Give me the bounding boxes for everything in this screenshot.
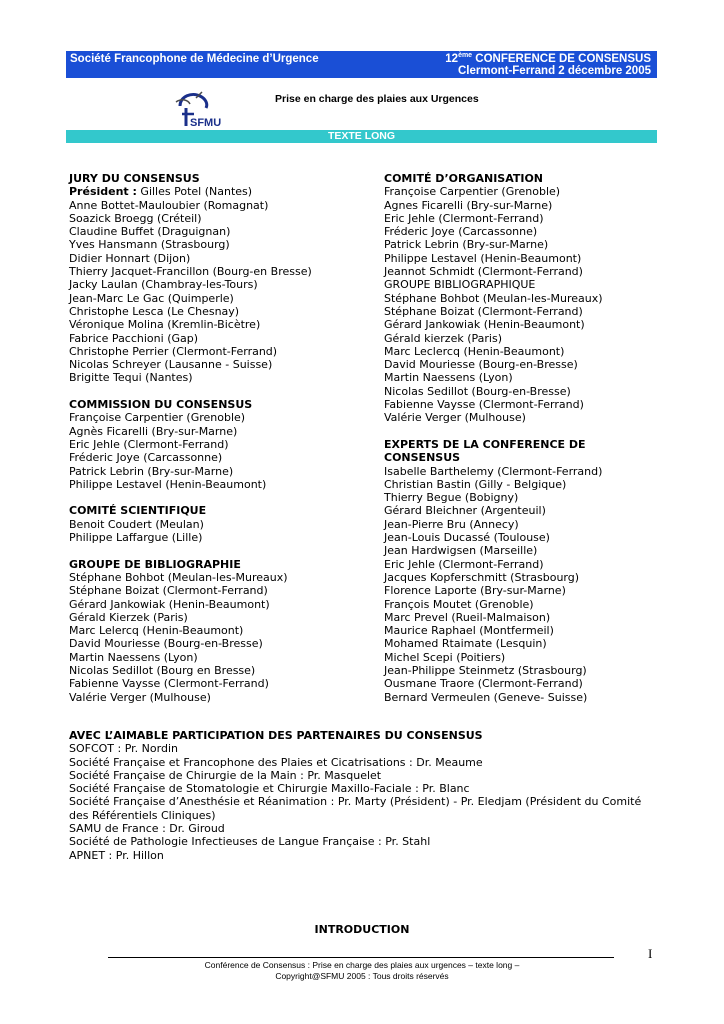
jury-heading: JURY DU CONSENSUS <box>69 172 200 185</box>
biblio-member: Gérald Kierzek (Paris) <box>69 610 188 624</box>
jury-member: Jean-Marc Le Gac (Quimperle) <box>69 291 234 305</box>
commission-member: Agnès Ficarelli (Bry-sur-Marne) <box>69 424 238 438</box>
partner-line: APNET : Pr. Hillon <box>69 848 164 862</box>
partner-line: Société de Pathologie Infectieuses de Langue Française : Pr. Stahl <box>69 835 431 849</box>
jury-member: Fabrice Pacchioni (Gap) <box>69 331 199 345</box>
jury-member: Soazick Broegg (Créteil) <box>69 211 202 225</box>
commission-list <box>69 411 312 491</box>
jury-list <box>69 199 312 385</box>
partners-heading: AVEC L’AIMABLE PARTICIPATION DES PARTENAIRES DU CONSENSUS <box>69 729 483 742</box>
sfmu-logo <box>170 90 222 129</box>
page-number: I <box>648 946 653 961</box>
right-column <box>384 172 603 704</box>
conference-title <box>445 52 651 65</box>
organisation-member: Patrick Lebrin (Bry-sur-Marne) <box>384 238 549 252</box>
expert-member: Michel Scepi (Poitiers) <box>384 650 506 664</box>
expert-member: Jean Hardwigsen (Marseille) <box>384 544 538 558</box>
scientifique-list <box>69 518 312 545</box>
expert-member: Jean-Pierre Bru (Annecy) <box>384 517 519 531</box>
biblio-list <box>69 571 312 704</box>
experts-list <box>384 465 603 704</box>
expert-member: Mohamed Rtaimate (Lesquin) <box>384 637 547 651</box>
jury-member: Thierry Jacquet-Francillon (Bourg-en Bresse) <box>69 265 312 279</box>
biblio-member: Gérard Jankowiak (Henin-Beaumont) <box>69 597 270 611</box>
jury-member: Jacky Laulan (Chambray-les-Tours) <box>69 278 258 292</box>
expert-member: François Moutet (Grenoble) <box>384 597 534 611</box>
jury-member: Christophe Perrier (Clermont-Ferrand) <box>69 344 278 358</box>
expert-member: Christian Bastin (Gilly - Belgique) <box>384 477 567 491</box>
biblio-heading: GROUPE DE BIBLIOGRAPHIE <box>69 557 241 571</box>
conference-number: 12 <box>445 52 459 65</box>
organisation-member: Stéphane Bohbot (Meulan-les-Mureaux) <box>384 291 603 305</box>
header-band <box>66 51 657 78</box>
jury-president <box>69 185 312 198</box>
organisation-member: Nicolas Sedillot (Bourg-en-Bresse) <box>384 384 571 398</box>
society-name: Société Francophone de Médecine d’Urgence <box>70 53 319 65</box>
partners-section <box>69 729 659 862</box>
organisation-member: Fréderic Joye (Carcassonne) <box>384 225 538 239</box>
jury-member: Anne Bottet-Mauloubier (Romagnat) <box>69 198 269 212</box>
organisation-member: Agnes Ficarelli (Bry-sur-Marne) <box>384 198 553 212</box>
expert-member: Gérard Bleichner (Argenteuil) <box>384 504 546 518</box>
organisation-member: Marc Leclercq (Henin-Beaumont) <box>384 344 565 358</box>
partner-line: SOFCOT : Pr. Nordin <box>69 742 178 756</box>
organisation-member: Françoise Carpentier (Grenoble) <box>384 185 561 199</box>
organisation-member: Gérard Jankowiak (Henin-Beaumont) <box>384 318 585 332</box>
president-label: Président : <box>69 185 137 199</box>
scientifique-member: Benoit Coudert (Meulan) <box>69 517 204 531</box>
footer-line-1: Conférence de Consensus : Prise en charge des plaies aux urgences – texte long – <box>204 960 520 970</box>
conference-title-text: CONFERENCE DE CONSENSUS <box>472 52 651 65</box>
expert-member: Maurice Raphael (Montfermeil) <box>384 624 554 638</box>
jury-member: Brigitte Tequi (Nantes) <box>69 371 193 385</box>
section-bar: TEXTE LONG <box>66 130 657 143</box>
biblio-member: Valérie Verger (Mulhouse) <box>69 690 211 704</box>
page-footer <box>0 960 724 982</box>
jury-member: Christophe Lesca (Le Chesnay) <box>69 304 240 318</box>
svg-text:SFMU: SFMU <box>190 117 222 129</box>
biblio-member: Nicolas Sedillot (Bourg en Bresse) <box>69 663 256 677</box>
commission-member: Françoise Carpentier (Grenoble) <box>69 411 246 425</box>
partner-line: des Référentiels Cliniques) <box>69 808 216 822</box>
jury-member: Véronique Molina (Kremlin-Bicètre) <box>69 318 261 332</box>
partner-line: Société Française d’Anesthésie et Réanimation : Pr. Marty (Président) - Pr. Eledjam (Président du Comité <box>69 795 642 809</box>
partners-list <box>69 742 659 862</box>
partner-line: Société Française de Chirurgie de la Main : Pr. Masquelet <box>69 768 382 782</box>
biblio-member: Fabienne Vaysse (Clermont-Ferrand) <box>69 677 269 691</box>
biblio-member: Martin Naessens (Lyon) <box>69 650 198 664</box>
expert-member: Ousmane Traore (Clermont-Ferrand) <box>384 677 583 691</box>
experts-heading-1: EXPERTS DE LA CONFERENCE DE <box>384 437 586 451</box>
expert-member: Jean-Philippe Steinmetz (Strasbourg) <box>384 663 587 677</box>
partner-line: Société Française de Stomatologie et Chirurgie Maxillo-Faciale : Pr. Blanc <box>69 782 470 796</box>
partner-line: SAMU de France : Dr. Giroud <box>69 822 225 836</box>
organisation-member: Martin Naessens (Lyon) <box>384 371 513 385</box>
organisation-member: Fabienne Vaysse (Clermont-Ferrand) <box>384 398 584 412</box>
expert-member: Eric Jehle (Clermont-Ferrand) <box>384 557 544 571</box>
expert-member: Marc Prevel (Rueil-Malmaison) <box>384 610 551 624</box>
commission-member: Eric Jehle (Clermont-Ferrand) <box>69 437 229 451</box>
footer-line-2: Copyright@SFMU 2005 : Tous droits réservés <box>275 971 449 981</box>
expert-member: Jean-Louis Ducassé (Toulouse) <box>384 531 550 545</box>
jury-member: Didier Honnart (Dijon) <box>69 251 191 265</box>
conference-place-date: Clermont-Ferrand 2 décembre 2005 <box>457 65 651 77</box>
commission-member: Philippe Lestavel (Henin-Beaumont) <box>69 477 267 491</box>
organisation-member: Stéphane Boizat (Clermont-Ferrand) <box>384 304 583 318</box>
organisation-member: Philippe Lestavel (Henin-Beaumont) <box>384 251 582 265</box>
organisation-list <box>384 185 603 424</box>
commission-heading: COMMISSION DU CONSENSUS <box>69 398 253 412</box>
biblio-member: David Mouriesse (Bourg-en-Bresse) <box>69 637 263 651</box>
expert-member: Thierry Begue (Bobigny) <box>384 491 519 505</box>
organisation-member: Gérald kierzek (Paris) <box>384 331 502 345</box>
biblio-member: Stéphane Bohbot (Meulan-les-Mureaux) <box>69 570 288 584</box>
jury-member: Claudine Buffet (Draguignan) <box>69 225 231 239</box>
jury-member: Nicolas Schreyer (Lausanne - Suisse) <box>69 358 273 372</box>
expert-member: Bernard Vermeulen (Geneve- Suisse) <box>384 690 588 704</box>
biblio-member: Stéphane Boizat (Clermont-Ferrand) <box>69 584 268 598</box>
footer-divider <box>108 957 614 958</box>
conference-number-suffix: ème <box>458 52 473 59</box>
organisation-member: David Mouriesse (Bourg-en-Bresse) <box>384 358 578 372</box>
biblio-member: Marc Lelercq (Henin-Beaumont) <box>69 624 244 638</box>
commission-member: Fréderic Joye (Carcassonne) <box>69 451 223 465</box>
organisation-member: Valérie Verger (Mulhouse) <box>384 411 526 425</box>
organisation-heading: COMITÉ D’ORGANISATION <box>384 172 544 185</box>
organisation-member: Eric Jehle (Clermont-Ferrand) <box>384 211 544 225</box>
organisation-member: Jeannot Schmidt (Clermont-Ferrand) <box>384 265 583 279</box>
expert-member: Florence Laporte (Bry-sur-Marne) <box>384 584 566 598</box>
left-column <box>69 172 312 704</box>
scientifique-member: Philippe Laffargue (Lille) <box>69 531 203 545</box>
commission-member: Patrick Lebrin (Bry-sur-Marne) <box>69 464 234 478</box>
organisation-member: GROUPE BIBLIOGRAPHIQUE <box>384 278 536 292</box>
jury-member: Yves Hansmann (Strasbourg) <box>69 238 230 252</box>
partner-line: Société Française et Francophone des Plaies et Cicatrisations : Dr. Meaume <box>69 755 483 769</box>
introduction-heading: INTRODUCTION <box>314 923 410 936</box>
president-name: Gilles Potel (Nantes) <box>136 185 253 199</box>
expert-member: Isabelle Barthelemy (Clermont-Ferrand) <box>384 464 603 478</box>
document-subtitle: Prise en charge des plaies aux Urgences <box>275 93 479 105</box>
expert-member: Jacques Kopferschmitt (Strasbourg) <box>384 570 580 584</box>
scientifique-heading: COMITÉ SCIENTIFIQUE <box>69 504 207 518</box>
experts-heading-2: CONSENSUS <box>384 451 461 465</box>
